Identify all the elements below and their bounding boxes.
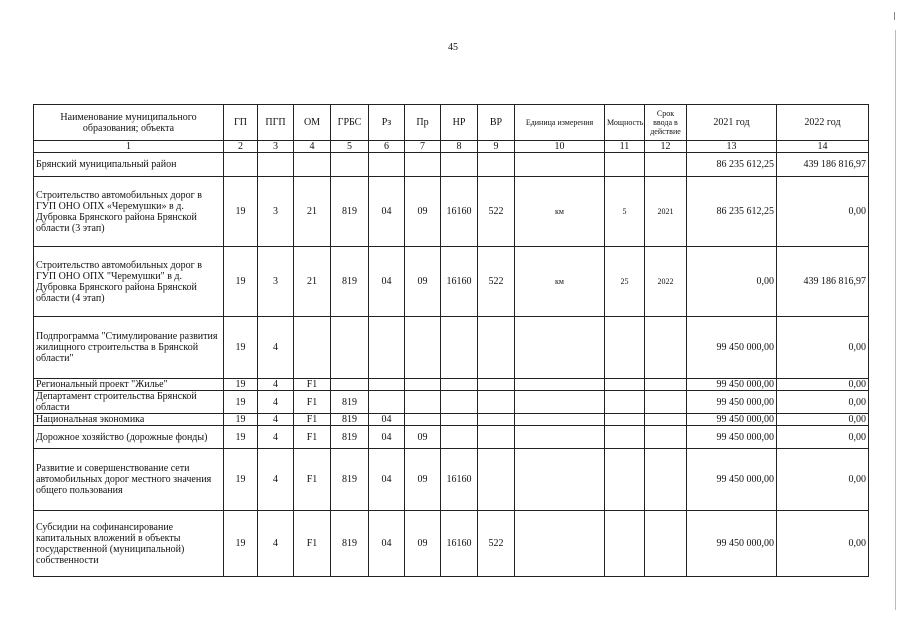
cell-ppgp: 4 xyxy=(258,414,294,426)
cell-pr: 09 xyxy=(405,177,441,247)
cell-vr: 522 xyxy=(478,247,515,317)
budget-table xyxy=(33,104,869,577)
column-number: 6 xyxy=(369,141,405,153)
header-grbs: ГРБС xyxy=(331,105,369,141)
cell-grbs: 819 xyxy=(331,511,369,577)
cell-rz xyxy=(369,391,405,414)
row-name: Подпрограмма "Стимулирование развития жилищного строительства в Брянской области" xyxy=(34,317,224,379)
cell-gp: 19 xyxy=(224,426,258,449)
table-row xyxy=(34,426,869,449)
cell-om xyxy=(294,317,331,379)
cell-capacity xyxy=(605,153,645,177)
cell-gp: 19 xyxy=(224,414,258,426)
cell-amount-2021: 99 450 000,00 xyxy=(687,449,777,511)
header-capacity: Мощность xyxy=(605,105,645,141)
cell-term: 2022 xyxy=(645,247,687,317)
cell-ppgp: 3 xyxy=(258,247,294,317)
cell-amount-2021: 86 235 612,25 xyxy=(687,177,777,247)
column-number: 10 xyxy=(515,141,605,153)
row-name: Субсидии на софинансирование капитальных вложений в объекты государственной (муниципальной) собственности xyxy=(34,511,224,577)
cell-capacity: 5 xyxy=(605,177,645,247)
cell-gp: 19 xyxy=(224,317,258,379)
cell-nr xyxy=(441,317,478,379)
cell-term xyxy=(645,153,687,177)
cell-vr: 522 xyxy=(478,511,515,577)
cell-grbs xyxy=(331,153,369,177)
cell-om: 21 xyxy=(294,247,331,317)
header-year-2021: 2021 год xyxy=(687,105,777,141)
column-number: 2 xyxy=(224,141,258,153)
cell-ppgp: 4 xyxy=(258,449,294,511)
cell-gp: 19 xyxy=(224,449,258,511)
cell-grbs xyxy=(331,317,369,379)
cell-pr: 09 xyxy=(405,426,441,449)
cell-capacity xyxy=(605,379,645,391)
column-number: 9 xyxy=(478,141,515,153)
cell-capacity xyxy=(605,426,645,449)
header-gp: ГП xyxy=(224,105,258,141)
cell-nr xyxy=(441,391,478,414)
header-term: Срок ввода в действие xyxy=(645,105,687,141)
row-name: Региональный проект "Жилье" xyxy=(34,379,224,391)
cell-unit xyxy=(515,511,605,577)
cell-pr xyxy=(405,414,441,426)
cell-vr xyxy=(478,317,515,379)
cell-nr: 16160 xyxy=(441,511,478,577)
cell-nr: 16160 xyxy=(441,247,478,317)
cell-unit xyxy=(515,153,605,177)
cell-rz xyxy=(369,153,405,177)
cell-vr xyxy=(478,414,515,426)
header-rz: Рз xyxy=(369,105,405,141)
cell-om: F1 xyxy=(294,511,331,577)
cell-amount-2021: 99 450 000,00 xyxy=(687,391,777,414)
cell-pr xyxy=(405,379,441,391)
column-number: 12 xyxy=(645,141,687,153)
cell-amount-2021: 99 450 000,00 xyxy=(687,317,777,379)
cell-gp: 19 xyxy=(224,379,258,391)
cell-nr: 16160 xyxy=(441,449,478,511)
cell-amount-2022: 0,00 xyxy=(777,511,869,577)
cell-amount-2022: 439 186 816,97 xyxy=(777,247,869,317)
cell-capacity xyxy=(605,391,645,414)
cell-capacity xyxy=(605,449,645,511)
table-row xyxy=(34,449,869,511)
cell-amount-2022: 0,00 xyxy=(777,426,869,449)
cell-ppgp: 4 xyxy=(258,426,294,449)
table-row xyxy=(34,317,869,379)
cell-nr xyxy=(441,426,478,449)
cell-unit: км xyxy=(515,247,605,317)
cell-term: 2021 xyxy=(645,177,687,247)
column-number: 4 xyxy=(294,141,331,153)
cell-grbs: 819 xyxy=(331,177,369,247)
cell-vr: 522 xyxy=(478,177,515,247)
cell-nr xyxy=(441,379,478,391)
cell-vr xyxy=(478,379,515,391)
cell-unit xyxy=(515,317,605,379)
cell-capacity: 25 xyxy=(605,247,645,317)
cell-term xyxy=(645,511,687,577)
cell-om: F1 xyxy=(294,379,331,391)
table-row xyxy=(34,511,869,577)
cell-ppgp: 4 xyxy=(258,317,294,379)
cell-grbs: 819 xyxy=(331,426,369,449)
table-row xyxy=(34,391,869,414)
cell-gp: 19 xyxy=(224,177,258,247)
table-row xyxy=(34,414,869,426)
header-row xyxy=(34,105,869,141)
cell-om: 21 xyxy=(294,177,331,247)
cell-amount-2021: 99 450 000,00 xyxy=(687,426,777,449)
cell-unit xyxy=(515,449,605,511)
table-body xyxy=(34,153,869,577)
cell-gp: 19 xyxy=(224,247,258,317)
cell-ppgp xyxy=(258,153,294,177)
table-row xyxy=(34,247,869,317)
cell-pr: 09 xyxy=(405,511,441,577)
cell-amount-2022: 0,00 xyxy=(777,391,869,414)
cell-amount-2022: 0,00 xyxy=(777,317,869,379)
cell-amount-2021: 99 450 000,00 xyxy=(687,414,777,426)
cell-amount-2022: 0,00 xyxy=(777,414,869,426)
cell-unit xyxy=(515,391,605,414)
cell-term xyxy=(645,414,687,426)
cell-grbs: 819 xyxy=(331,449,369,511)
cell-capacity xyxy=(605,414,645,426)
cell-unit xyxy=(515,379,605,391)
cell-amount-2022: 0,00 xyxy=(777,449,869,511)
cell-grbs: 819 xyxy=(331,247,369,317)
cell-term xyxy=(645,391,687,414)
column-number: 3 xyxy=(258,141,294,153)
row-name: Национальная экономика xyxy=(34,414,224,426)
page-number: 45 xyxy=(448,42,458,53)
cell-pr xyxy=(405,153,441,177)
cell-term xyxy=(645,426,687,449)
cell-nr xyxy=(441,414,478,426)
cell-amount-2021: 99 450 000,00 xyxy=(687,511,777,577)
column-number: 13 xyxy=(687,141,777,153)
cell-amount-2021: 86 235 612,25 xyxy=(687,153,777,177)
cell-pr: 09 xyxy=(405,247,441,317)
cell-term xyxy=(645,317,687,379)
header-ppgp: ПГП xyxy=(258,105,294,141)
cell-nr xyxy=(441,153,478,177)
header-name: Наименование муниципального образования; объекта xyxy=(34,105,224,141)
column-number: 11 xyxy=(605,141,645,153)
cell-vr xyxy=(478,391,515,414)
header-year-2022: 2022 год xyxy=(777,105,869,141)
cell-om: F1 xyxy=(294,391,331,414)
header-unit: Единица измерения xyxy=(515,105,605,141)
cell-vr xyxy=(478,449,515,511)
cell-rz xyxy=(369,379,405,391)
cell-amount-2021: 0,00 xyxy=(687,247,777,317)
cell-capacity xyxy=(605,317,645,379)
cell-vr xyxy=(478,153,515,177)
cell-rz: 04 xyxy=(369,426,405,449)
row-name: Строительство автомобильных дорог в ГУП ОНО ОПХ «Черемушки» в д. Дубровка Брянского района Брянской области (3 этап) xyxy=(34,177,224,247)
cell-rz: 04 xyxy=(369,414,405,426)
column-number: 8 xyxy=(441,141,478,153)
cell-unit: км xyxy=(515,177,605,247)
column-number: 7 xyxy=(405,141,441,153)
cell-pr xyxy=(405,317,441,379)
cell-vr xyxy=(478,426,515,449)
cell-om: F1 xyxy=(294,426,331,449)
cell-term xyxy=(645,379,687,391)
cell-rz xyxy=(369,317,405,379)
column-number: 1 xyxy=(34,141,224,153)
row-name: Дорожное хозяйство (дорожные фонды) xyxy=(34,426,224,449)
table-row xyxy=(34,379,869,391)
cell-gp: 19 xyxy=(224,391,258,414)
column-number: 5 xyxy=(331,141,369,153)
cell-rz: 04 xyxy=(369,449,405,511)
cell-amount-2022: 439 186 816,97 xyxy=(777,153,869,177)
cell-grbs: 819 xyxy=(331,414,369,426)
cell-grbs: 819 xyxy=(331,391,369,414)
header-pr: Пр xyxy=(405,105,441,141)
cell-ppgp: 4 xyxy=(258,379,294,391)
row-name: Развитие и совершенствование сети автомобильных дорог местного значения общего пользования xyxy=(34,449,224,511)
cell-pr xyxy=(405,391,441,414)
cell-grbs xyxy=(331,379,369,391)
table-row xyxy=(34,177,869,247)
margin-tick xyxy=(894,12,895,20)
margin-line xyxy=(895,30,896,610)
cell-unit xyxy=(515,414,605,426)
column-number-row xyxy=(34,141,869,153)
header-om: ОМ xyxy=(294,105,331,141)
cell-rz: 04 xyxy=(369,177,405,247)
cell-gp: 19 xyxy=(224,511,258,577)
cell-ppgp: 4 xyxy=(258,511,294,577)
cell-ppgp: 4 xyxy=(258,391,294,414)
cell-ppgp: 3 xyxy=(258,177,294,247)
header-nr: НР xyxy=(441,105,478,141)
row-name: Строительство автомобильных дорог в ГУП ОНО ОПХ "Черемушки" в д. Дубровка Брянского района Брянской области (4 этап) xyxy=(34,247,224,317)
cell-unit xyxy=(515,426,605,449)
cell-om xyxy=(294,153,331,177)
cell-rz: 04 xyxy=(369,247,405,317)
cell-amount-2022: 0,00 xyxy=(777,379,869,391)
cell-gp xyxy=(224,153,258,177)
row-name: Брянский муниципальный район xyxy=(34,153,224,177)
header-vr: ВР xyxy=(478,105,515,141)
cell-term xyxy=(645,449,687,511)
cell-nr: 16160 xyxy=(441,177,478,247)
column-number: 14 xyxy=(777,141,869,153)
cell-pr: 09 xyxy=(405,449,441,511)
cell-amount-2022: 0,00 xyxy=(777,177,869,247)
cell-om: F1 xyxy=(294,414,331,426)
cell-om: F1 xyxy=(294,449,331,511)
row-name: Департамент строительства Брянской области xyxy=(34,391,224,414)
table-row xyxy=(34,153,869,177)
cell-rz: 04 xyxy=(369,511,405,577)
cell-capacity xyxy=(605,511,645,577)
cell-amount-2021: 99 450 000,00 xyxy=(687,379,777,391)
